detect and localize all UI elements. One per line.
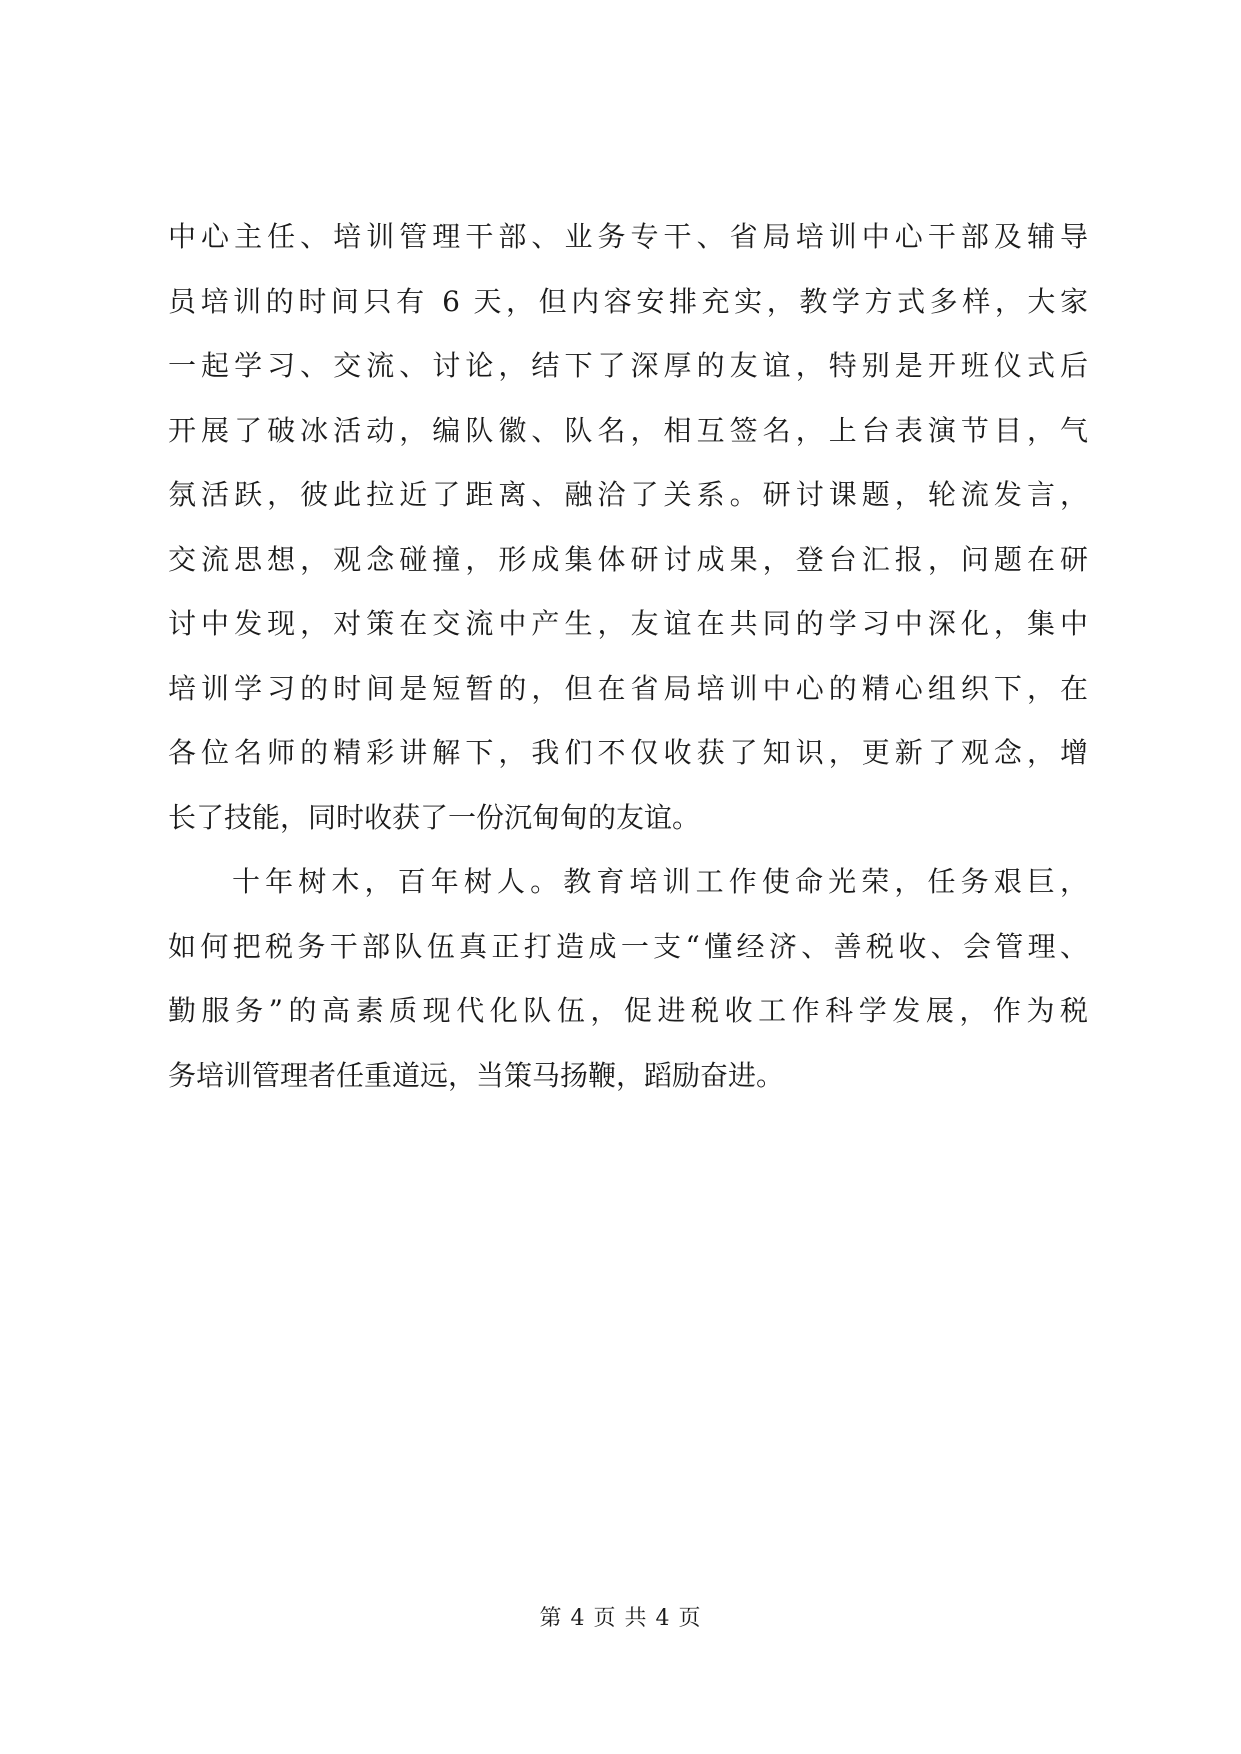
page-footer — [0, 1604, 1241, 1634]
text-line: 如何把税务干部队伍真正打造成一支“懂经济、善税收、会管理、 — [168, 929, 1088, 963]
text-line: 员培训的时间只有 6 天，但内容安排充实，教学方式多样，大家 — [168, 284, 1088, 318]
text-line: 中心主任、培训管理干部、业务专干、省局培训中心干部及辅导 — [168, 220, 1088, 253]
text-line: 讨中发现，对策在交流中产生，友谊在共同的学习中深化，集中 — [168, 607, 1088, 640]
paragraph-1 — [168, 205, 1088, 850]
paragraph-2 — [168, 850, 1088, 1108]
text-line: 交流思想，观念碰撞，形成集体研讨成果，登台汇报，问题在研 — [168, 542, 1088, 576]
page-number: 第 4 页 共 4 页 — [539, 1606, 702, 1631]
text-line: 十年树木，百年树人。教育培训工作使命光荣，任务艰巨， — [232, 865, 1088, 898]
text-line: 勤服务”的高素质现代化队伍，促进税收工作科学发展，作为税 — [168, 994, 1088, 1027]
body-text — [168, 205, 1088, 1108]
text-line: 一起学习、交流、讨论，结下了深厚的友谊，特别是开班仪式后 — [168, 349, 1088, 382]
text-line: 务培训管理者任重道远，当策马扬鞭，蹈励奋进。 — [168, 1058, 785, 1092]
text-line: 长了技能，同时收获了一份沉甸甸的友谊。 — [168, 800, 701, 834]
text-line: 氛活跃，彼此拉近了距离、融洽了关系。研讨课题，轮流发言， — [168, 478, 1088, 511]
text-line: 培训学习的时间是短暂的，但在省局培训中心的精心组织下，在 — [168, 671, 1088, 705]
text-line: 各位名师的精彩讲解下，我们不仅收获了知识，更新了观念，增 — [168, 736, 1088, 769]
text-line: 开展了破冰活动，编队徽、队名，相互签名，上台表演节目，气 — [168, 413, 1088, 447]
